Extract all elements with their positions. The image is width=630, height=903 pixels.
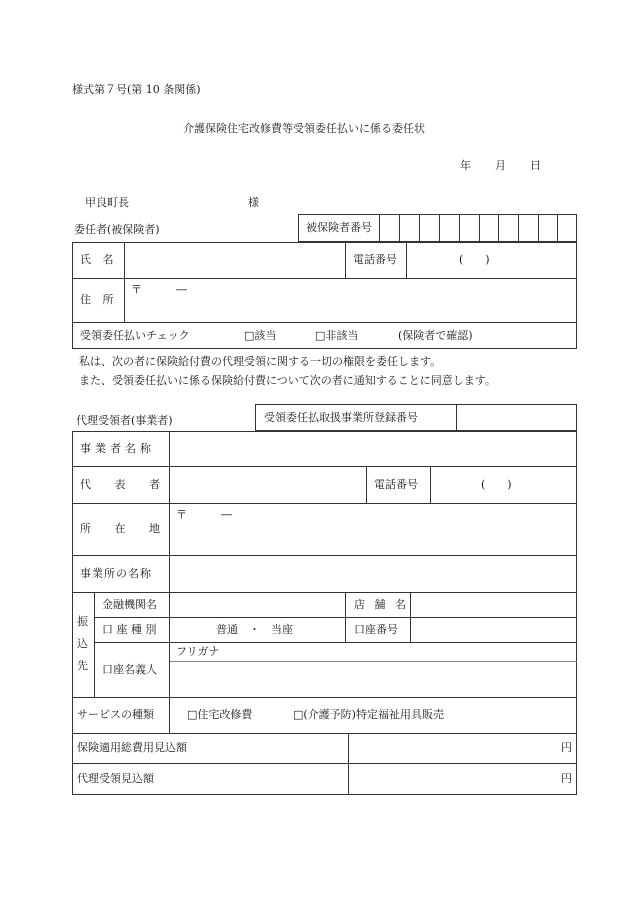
office-name-label: 事業所の名称 [80, 567, 152, 580]
registration-input[interactable] [457, 405, 576, 430]
date-month: 月 [495, 159, 506, 172]
date-day: 日 [530, 159, 541, 172]
statement-line-2: また、受領委任払いに係る保険給付費について次の者に通知することに同意します。 [79, 374, 496, 387]
postal-mark: 〒 [131, 283, 142, 296]
account-holder-input[interactable] [170, 662, 576, 696]
addressee-honorific: 様 [248, 196, 259, 209]
total-cost-unit: 円 [561, 741, 572, 754]
agent-phone-label: 電話番号 [374, 478, 418, 491]
statement-line-1: 私は、次の者に保険給付費の代理受領に関する一切の権限を委任します。 [79, 355, 442, 368]
branch-input[interactable] [411, 593, 576, 616]
registration-label: 受領委任払取扱事業所登録番号 [264, 411, 418, 424]
bank-label: 金融機関名 [102, 598, 157, 611]
address-label: 住 所 [80, 293, 118, 306]
name-label: 氏 名 [80, 253, 118, 266]
phone-input[interactable] [407, 243, 576, 277]
transfer-label-2: 込 [77, 637, 88, 650]
service-option-1[interactable]: □住宅改修費 [187, 708, 253, 721]
account-type-options[interactable]: 普通 ・ 当座 [216, 623, 293, 636]
address-input[interactable] [125, 279, 576, 321]
phone-parens: ( ) [459, 253, 490, 266]
furigana-label: フリガナ [176, 645, 220, 658]
phone-label: 電話番号 [353, 253, 397, 266]
form-number: 様式第７号(第 10 条関係) [72, 83, 201, 96]
check-note: (保険者で確認) [398, 329, 473, 342]
representative-label: 代 表 者 [80, 478, 170, 491]
account-type-label: 口 座 種 別 [102, 623, 157, 636]
principal-section-label: 委任者(被保険者) [74, 223, 160, 236]
transfer-label-3: 先 [77, 659, 88, 672]
check-label: 受領委任払いチェック [80, 329, 190, 342]
name-input[interactable] [125, 243, 344, 277]
location-input[interactable] [170, 504, 576, 554]
business-name-input[interactable] [170, 432, 576, 465]
addressee: 甲良町長 [85, 196, 129, 209]
business-name-label: 事業者名称 [80, 442, 155, 455]
account-number-label: 口座番号 [354, 623, 398, 636]
option-applicable[interactable]: □該当 [244, 329, 277, 342]
branch-label: 店 舗 名 [354, 598, 409, 611]
service-option-2[interactable]: □(介護予防)特定福祉用具販売 [293, 708, 444, 721]
account-holder-label: 口座名義人 [102, 663, 157, 676]
insured-number-input[interactable] [380, 215, 576, 241]
proxy-amount-label: 代理受領見込額 [77, 772, 154, 785]
agent-phone-input[interactable] [431, 467, 576, 502]
account-number-input[interactable] [411, 618, 576, 641]
agent-section-label: 代理受領者(事業者) [76, 414, 173, 427]
total-cost-input[interactable] [349, 734, 559, 762]
agent-postal-mark: 〒 [176, 508, 187, 521]
insured-number-label: 被保険者番号 [306, 221, 372, 234]
postal-dash: ― [176, 283, 187, 296]
furigana-input[interactable] [230, 643, 576, 660]
total-cost-label: 保険適用総費用見込額 [77, 741, 187, 754]
location-label: 所 在 地 [80, 522, 170, 535]
transfer-label-1: 振 [77, 615, 88, 628]
agent-postal-dash: ― [221, 508, 232, 521]
representative-input[interactable] [170, 467, 365, 502]
bank-input[interactable] [170, 593, 344, 616]
service-type-label: サービスの種類 [77, 708, 154, 721]
date-year: 年 [460, 159, 471, 172]
option-not-applicable[interactable]: □非該当 [315, 329, 359, 342]
office-name-input[interactable] [170, 556, 576, 591]
proxy-amount-input[interactable] [349, 764, 559, 794]
proxy-amount-unit: 円 [561, 772, 572, 785]
form-title: 介護保険住宅改修費等受領委任払いに係る委任状 [183, 122, 425, 135]
agent-phone-parens: ( ) [481, 478, 512, 491]
